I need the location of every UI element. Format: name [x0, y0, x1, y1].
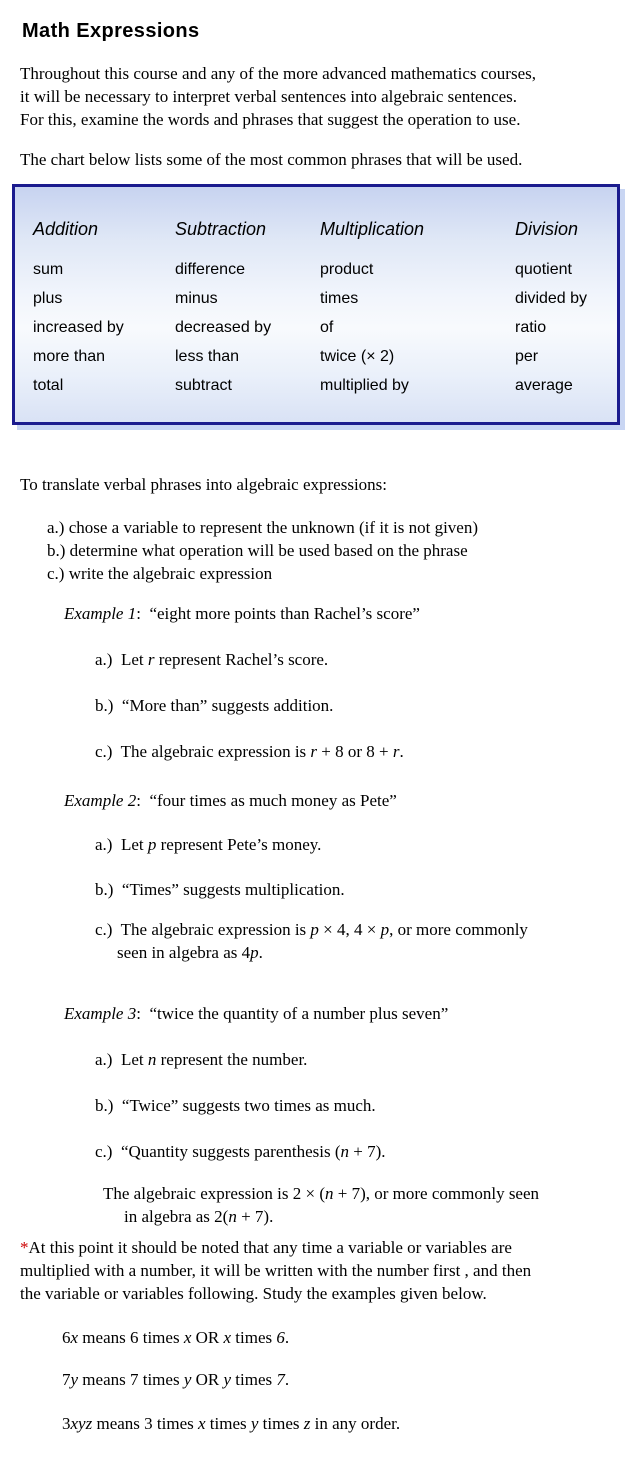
intro-line: it will be necessary to interpret verbal sentences into algebraic sentences.: [20, 87, 518, 106]
chart-header-subtraction: Subtraction: [175, 219, 267, 239]
example-3: [20, 1002, 624, 1228]
chart-item: decreased by: [175, 319, 272, 336]
chart-item: multiplied by: [320, 377, 409, 394]
page-title: Math Expressions: [22, 20, 200, 42]
chart-item: quotient: [515, 261, 572, 278]
example-2-step-c-cont: seen in algebra as 4p.: [117, 943, 263, 962]
chart-column-addition: [33, 217, 175, 400]
chart-item: more than: [33, 348, 106, 365]
monomial-line-1: 6x means 6 times x OR x times 6.: [62, 1328, 290, 1347]
chart-item: per: [515, 348, 539, 365]
step-line: c.) write the algebraic expression: [47, 564, 273, 583]
note-paragraph: [20, 1236, 624, 1305]
monomial-line-2: 7y means 7 times y OR y times 7.: [62, 1370, 290, 1389]
example-2-step-c: c.) The algebraic expression is p × 4, 4 × p, or more commonly: [95, 920, 528, 939]
intro-line: For this, examine the words and phrases that suggest the operation to use.: [20, 110, 521, 129]
chart-header-division: Division: [515, 219, 579, 239]
note-line-3: the variable or variables following. Study the examples given below.: [20, 1284, 487, 1303]
chart-column-multiplication: [320, 217, 515, 400]
example-3-summary: The algebraic expression is 2 × (n + 7), or more commonly seen: [103, 1184, 540, 1203]
example-1-step-b: b.) “More than” suggests addition.: [95, 696, 334, 715]
chart-column-division: [515, 217, 617, 400]
chart-item: difference: [175, 261, 245, 278]
note-line-1: *At this point it should be noted that any time a variable or variables are: [20, 1238, 512, 1257]
intro-paragraph: [20, 62, 624, 131]
example-1-step-a: a.) Let r represent Rachel’s score.: [95, 650, 329, 669]
chart-item: sum: [33, 261, 64, 278]
chart-header-multiplication: Multiplication: [320, 219, 425, 239]
chart-item: product: [320, 261, 374, 278]
example-3-step-b: b.) “Twice” suggests two times as much.: [95, 1096, 376, 1115]
chart-column-subtraction: [175, 217, 320, 400]
chart-intro-line: The chart below lists some of the most common phrases that will be used.: [20, 150, 523, 169]
example-2-heading: Example 2: “four times as much money as Pete”: [64, 791, 397, 810]
example-3-step-a: a.) Let n represent the number.: [95, 1050, 308, 1069]
chart-item: ratio: [515, 319, 547, 336]
example-3-heading: Example 3: “twice the quantity of a number plus seven”: [64, 1004, 449, 1023]
chart-item: increased by: [33, 319, 124, 336]
chart-item: average: [515, 377, 573, 394]
chart-item: twice (× 2): [320, 348, 395, 365]
example-2-step-b: b.) “Times” suggests multiplication.: [95, 880, 345, 899]
chart-item: subtract: [175, 377, 232, 394]
chart-item: minus: [175, 290, 218, 307]
example-3-step-c: c.) “Quantity suggests parenthesis (n + 7).: [95, 1142, 386, 1161]
steps-list: [20, 516, 624, 585]
chart-item: divided by: [515, 290, 588, 307]
example-1-heading: Example 1: “eight more points than Rachel’s score”: [64, 604, 420, 623]
step-line: a.) chose a variable to represent the unknown (if it is not given): [47, 518, 479, 537]
phrase-chart: [12, 184, 620, 425]
example-1: [20, 602, 624, 763]
chart-item: plus: [33, 290, 63, 307]
example-3-summary-cont: in algebra as 2(n + 7).: [124, 1207, 274, 1226]
translate-heading: To translate verbal phrases into algebraic expressions:: [20, 475, 388, 494]
chart-item: less than: [175, 348, 240, 365]
note-line-2: multiplied with a number, it will be written with the number first , and then: [20, 1261, 532, 1280]
chart-header-addition: Addition: [33, 219, 99, 239]
chart-item: total: [33, 377, 64, 394]
intro-line: Throughout this course and any of the more advanced mathematics courses,: [20, 64, 536, 83]
chart-item: times: [320, 290, 359, 307]
example-1-step-c: c.) The algebraic expression is r + 8 or 8 + r.: [95, 742, 404, 761]
chart-item: of: [320, 319, 334, 336]
monomial-line-3: 3xyz means 3 times x times y times z in any order.: [62, 1414, 401, 1433]
example-2-step-a: a.) Let p represent Pete’s money.: [95, 835, 322, 854]
step-line: b.) determine what operation will be used based on the phrase: [47, 541, 468, 560]
example-2: [20, 789, 624, 964]
